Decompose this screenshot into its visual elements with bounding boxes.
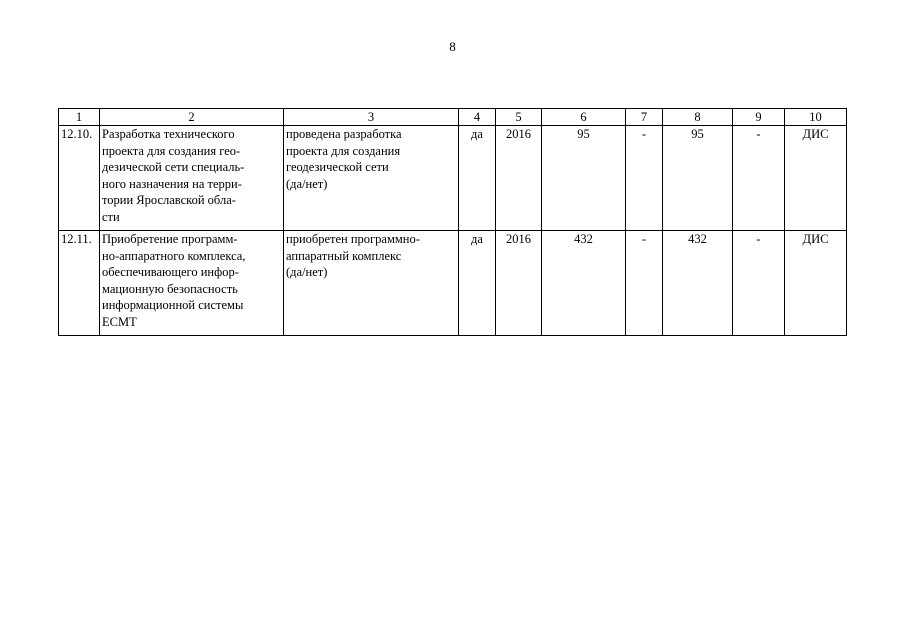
text-line: обеспечивающего инфор- (102, 265, 239, 279)
table-cell: - (626, 231, 663, 336)
text-line: проекта для создания (286, 143, 401, 158)
indicator-cell (284, 231, 459, 336)
text-line: проекта для создания гео- (102, 143, 241, 158)
column-header: 7 (626, 109, 663, 126)
row-number: 12.11. (59, 231, 100, 336)
text-line: дезической сети специаль- (102, 160, 245, 174)
activity-cell (100, 126, 284, 231)
table-cell: 432 (663, 231, 733, 336)
header-row (59, 109, 847, 126)
text-line: ного назначения на терри- (102, 176, 242, 191)
table-cell: 2016 (496, 231, 542, 336)
data-table (58, 108, 847, 336)
text-line: Приобретение программ- (102, 232, 238, 246)
column-header: 8 (663, 109, 733, 126)
table-cell: да (459, 231, 496, 336)
column-header: 6 (542, 109, 626, 126)
table-cell: ДИС (785, 231, 847, 336)
text-line: (да/нет) (286, 265, 328, 279)
activity-cell (100, 231, 284, 336)
table-cell: 95 (663, 126, 733, 231)
text-line: геодезической сети (286, 160, 389, 174)
text-line: сти (102, 209, 120, 224)
table-cell: ДИС (785, 126, 847, 231)
table-cell: 95 (542, 126, 626, 231)
text-line: проведена разработка (286, 127, 402, 141)
column-header: 2 (100, 109, 284, 126)
table-cell: - (626, 126, 663, 231)
column-header: 5 (496, 109, 542, 126)
column-header: 4 (459, 109, 496, 126)
text-line: но-аппаратного комплекса, (102, 248, 246, 263)
text-line: аппаратный комплекс (286, 248, 402, 263)
text-line: Разработка технического (102, 127, 235, 141)
indicator-cell (284, 126, 459, 231)
row-number: 12.10. (59, 126, 100, 231)
column-header: 1 (59, 109, 100, 126)
table-cell: 432 (542, 231, 626, 336)
column-header: 3 (284, 109, 459, 126)
text-line: информационной системы (102, 298, 244, 312)
page-number: 8 (449, 39, 456, 54)
text-line: тории Ярославской обла- (102, 193, 236, 207)
table-cell: - (733, 126, 785, 231)
text-line: приобретен программно- (286, 232, 420, 246)
column-header: 10 (785, 109, 847, 126)
table-cell: да (459, 126, 496, 231)
table-row (59, 126, 847, 231)
table-cell: - (733, 231, 785, 336)
text-line: ЕСМТ (102, 314, 137, 329)
text-line: мационную безопасность (102, 281, 238, 296)
column-header: 9 (733, 109, 785, 126)
text-line: (да/нет) (286, 176, 328, 191)
table-row (59, 231, 847, 336)
table-cell: 2016 (496, 126, 542, 231)
